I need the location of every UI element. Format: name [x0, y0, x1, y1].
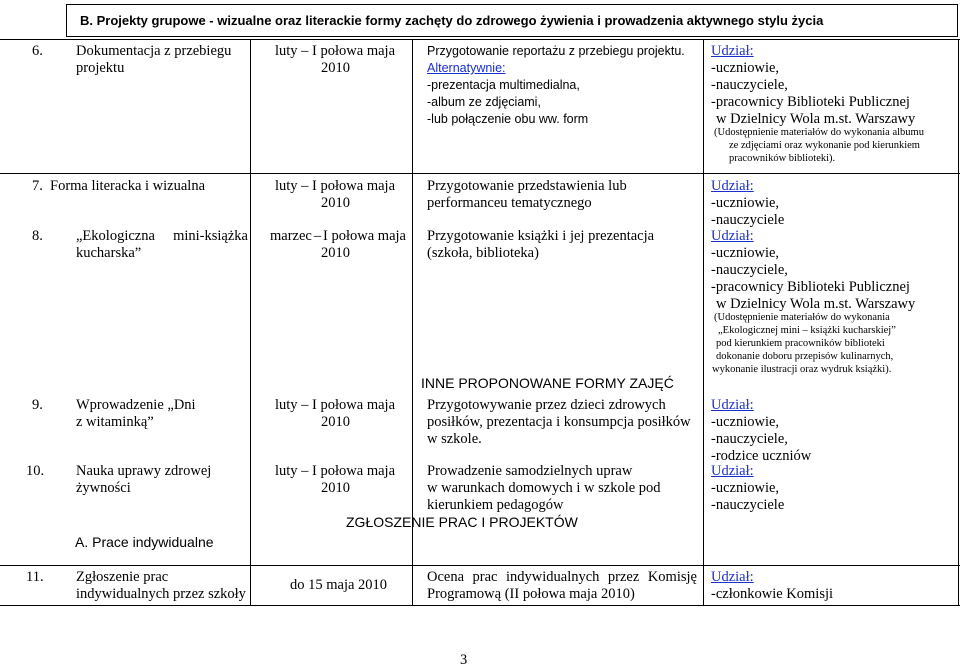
- row-8-note: „Ekologicznej mini – książki kucharskiej”: [718, 325, 896, 336]
- row-9-name: z witaminką”: [76, 414, 154, 430]
- row-8-participants: Udział:: [711, 228, 754, 244]
- row-8-description: (szkoła, biblioteka): [427, 245, 539, 261]
- rule-right: [958, 39, 959, 605]
- row-9-participants: -rodzice uczniów: [711, 448, 812, 464]
- row-8-name: kucharska”: [76, 245, 142, 261]
- row-7-number: 7.: [32, 178, 43, 194]
- row-8-participants: -pracownicy Biblioteki Publicznej: [711, 279, 910, 295]
- row-8-note: wykonanie ilustracji oraz wydruk książki).: [712, 364, 892, 375]
- row-8-participants: -uczniowie,: [711, 245, 780, 261]
- rule-bottom: [0, 605, 960, 606]
- row-10-participants: Udział:: [711, 463, 754, 479]
- row-10-participants: -nauczyciele: [711, 497, 785, 513]
- row-11-description-word: indywidualnych: [505, 569, 600, 585]
- row-11-description: Programową (II połowa maja 2010): [427, 586, 635, 602]
- row-8-note: pod kierunkiem pracowników biblioteki: [716, 338, 885, 349]
- row-10-description: w warunkach domowych i w szkole pod: [427, 480, 661, 496]
- row-6-participants: -uczniowie,: [711, 60, 780, 76]
- row-6-name: projektu: [76, 60, 125, 76]
- rule-col-3: [703, 39, 704, 605]
- row-6-note: pracowników biblioteki).: [729, 153, 836, 164]
- row-7-participants: -uczniowie,: [711, 195, 780, 211]
- row-9-description: Przygotowywanie przez dzieci zdrowych: [427, 397, 666, 413]
- section-heading-other-forms: INNE PROPONOWANE FORMY ZAJĘĆ: [421, 375, 674, 391]
- row-7-participants: Udział:: [711, 178, 754, 194]
- row-9-date: luty – I połowa maja: [275, 397, 396, 413]
- row-6-description: Alternatywnie:: [427, 61, 506, 75]
- row-10-date: luty – I połowa maja: [275, 463, 396, 479]
- row-7-description: Przygotowanie przedstawienia lub: [427, 178, 627, 194]
- rule-col-1: [250, 39, 251, 605]
- row-10-number: 10.: [26, 463, 45, 479]
- row-10-description: Prowadzenie samodzielnych upraw: [427, 463, 633, 479]
- row-11-description-word: Komisję: [647, 569, 697, 585]
- row-8-participants: w Dzielnicy Wola m.st. Warszawy: [716, 296, 916, 312]
- row-6-participants: -pracownicy Biblioteki Publicznej: [711, 94, 910, 110]
- row-7-date: 2010: [321, 195, 350, 211]
- row-6-participants: Udział:: [711, 43, 754, 59]
- row-8-note: dokonanie doboru przepisów kulinarnych,: [716, 351, 894, 362]
- row-8-date: [270, 228, 406, 245]
- row-8-date: 2010: [321, 245, 350, 261]
- row-6-note: (Udostępnienie materiałów do wykonania albumu: [714, 127, 924, 138]
- row-7-participants: -nauczyciele: [711, 212, 785, 228]
- row-8-date-word: marzec: [270, 228, 312, 244]
- row-8-note: (Udostępnienie materiałów do wykonania: [714, 312, 890, 323]
- row-10-name: żywności: [76, 480, 131, 496]
- row-8-number: 8.: [32, 228, 43, 244]
- rule-top: [0, 39, 960, 40]
- row-7-date: luty – I połowa maja: [275, 178, 396, 194]
- row-10-description: kierunkiem pedagogów: [427, 497, 564, 513]
- row-6-description: -album ze zdjęciami,: [427, 95, 541, 109]
- row-8-participants: -nauczyciele,: [711, 262, 788, 278]
- row-6-note: ze zdjęciami oraz wykonanie pod kierunkiem: [729, 140, 920, 151]
- rule-11: [0, 565, 960, 566]
- header-title: B. Projekty grupowe - wizualne oraz literackie formy zachęty do zdrowego żywienia i prowadzenia aktywnego stylu życia: [80, 13, 824, 28]
- row-7-description: performanceu tematycznego: [427, 195, 592, 211]
- row-10-date: 2010: [321, 480, 350, 496]
- row-8-date-word: –: [313, 228, 322, 244]
- row-8-description: Przygotowanie książki i jej prezentacja: [427, 228, 655, 244]
- row-6-description: -lub połączenie obu ww. form: [427, 112, 589, 126]
- row-6-participants: w Dzielnicy Wola m.st. Warszawy: [716, 111, 916, 127]
- row-10-name: Nauka uprawy zdrowej: [76, 463, 212, 479]
- row-8-name-word: mini-książka: [173, 228, 248, 244]
- rule-7: [0, 173, 960, 174]
- page-number: 3: [460, 652, 468, 668]
- row-11-number: 11.: [26, 569, 44, 585]
- row-6-description: Przygotowanie reportażu z przebiegu projektu.: [427, 44, 685, 58]
- section-heading-individual: A. Prace indywidualne: [75, 534, 214, 550]
- row-8-date-word: I połowa maja: [323, 228, 406, 244]
- row-6-number: 6.: [32, 43, 43, 59]
- row-11-name: Zgłoszenie prac: [76, 569, 169, 585]
- row-8-name-word: „Ekologiczna: [76, 228, 155, 244]
- row-9-description: w szkole.: [427, 431, 482, 447]
- row-11-description-word: prac: [472, 569, 498, 585]
- row-11-description: [427, 569, 697, 586]
- row-11-name: indywidualnych przez szkoły: [76, 586, 246, 602]
- row-11-participants: Udział:: [711, 569, 754, 585]
- row-6-date: 2010: [321, 60, 350, 76]
- row-11-participants: -członkowie Komisji: [711, 586, 834, 602]
- row-9-name: Wprowadzenie „Dni: [76, 397, 196, 413]
- row-9-participants: -uczniowie,: [711, 414, 780, 430]
- row-6-description: -prezentacja multimedialna,: [427, 78, 580, 92]
- row-10-participants: -uczniowie,: [711, 480, 780, 496]
- row-11-description-word: Ocena: [427, 569, 465, 585]
- row-7-name: Forma literacka i wizualna: [50, 178, 206, 194]
- row-11-date: do 15 maja 2010: [290, 577, 388, 593]
- row-6-date: luty – I połowa maja: [275, 43, 396, 59]
- row-9-number: 9.: [32, 397, 43, 413]
- row-8-name: [76, 228, 248, 245]
- row-6-participants: -nauczyciele,: [711, 77, 788, 93]
- row-6-name: Dokumentacja z przebiegu: [76, 43, 232, 59]
- section-heading-submissions: ZGŁOSZENIE PRAC I PROJEKTÓW: [346, 514, 578, 530]
- row-9-participants: -nauczyciele,: [711, 431, 788, 447]
- row-11-description-word: przez: [607, 569, 640, 585]
- row-9-description: posiłków, prezentacja i konsumpcja posiłków: [427, 414, 691, 430]
- row-9-date: 2010: [321, 414, 350, 430]
- row-9-participants: Udział:: [711, 397, 754, 413]
